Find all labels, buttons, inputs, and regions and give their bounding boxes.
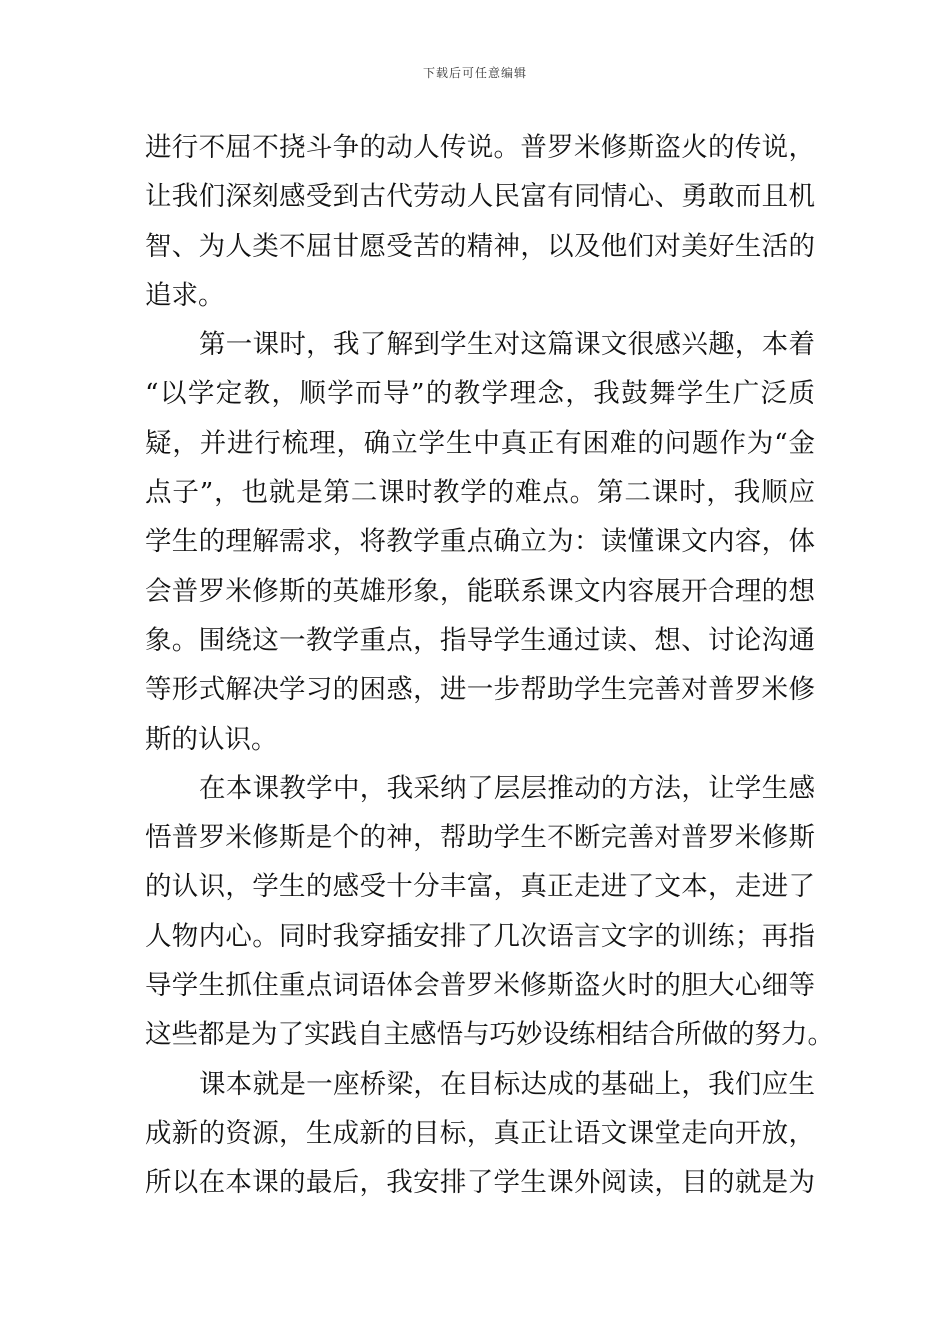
text-line: 这些都是为了实践自主感悟与巧妙设练相结合所做的努力。 [145, 1019, 834, 1051]
text-line: 悟普罗米修斯是个的神，帮助学生不断完善对普罗米修斯 [145, 822, 815, 854]
text-line: 追求。 [145, 279, 225, 311]
text-line: 在本课教学中，我采纳了层层推动的方法，让学生感 [199, 772, 815, 804]
text-line: 进行不屈不挠斗争的动人传说。普罗米修斯盗火的传说， [145, 132, 815, 163]
document-body [145, 123, 834, 1208]
page-header: 下载后可任意编辑 [422, 66, 527, 80]
text-line: 点子”，也就是第二课时教学的难点。第二课时，我顺应 [145, 477, 815, 509]
text-line: 象。围绕这一教学重点，指导学生通过读、想、讨论沟通 [145, 624, 815, 656]
text-line: 成新的资源，生成新的目标，真正让语文课堂走向开放， [145, 1117, 815, 1149]
text-line: 让我们深刻感受到古代劳动人民富有同情心、勇敢而且机 [145, 181, 815, 213]
text-line: 课本就是一座桥梁，在目标达成的基础上，我们应生 [199, 1068, 815, 1100]
text-line: 疑，并进行梳理，确立学生中真正有困难的问题作为“金 [145, 427, 815, 459]
text-line: 斯的认识。 [145, 723, 278, 755]
text-line: 智、为人类不屈甘愿受苦的精神，以及他们对美好生活的 [145, 230, 815, 262]
text-line: 的认识，学生的感受十分丰富，真正走进了文本，走进了 [145, 871, 815, 903]
text-line: 所以在本课的最后，我安排了学生课外阅读，目的就是为 [145, 1167, 815, 1199]
text-line: 会普罗米修斯的英雄形象，能联系课文内容展开合理的想 [145, 575, 815, 607]
text-line: 人物内心。同时我穿插安排了几次语言文字的训练；再指 [145, 920, 815, 952]
text-line: 等形式解决学习的困惑，进一步帮助学生完善对普罗米修 [145, 674, 815, 706]
text-line: “以学定教，顺学而导”的教学理念，我鼓舞学生广泛质 [145, 378, 815, 410]
text-line: 学生的理解需求，将教学重点确立为：读懂课文内容，体 [145, 526, 815, 558]
text-line: 导学生抓住重点词语体会普罗米修斯盗火时的胆大心细等 [145, 970, 815, 1002]
text-line: 第一课时，我了解到学生对这篇课文很感兴趣，本着 [199, 329, 815, 361]
